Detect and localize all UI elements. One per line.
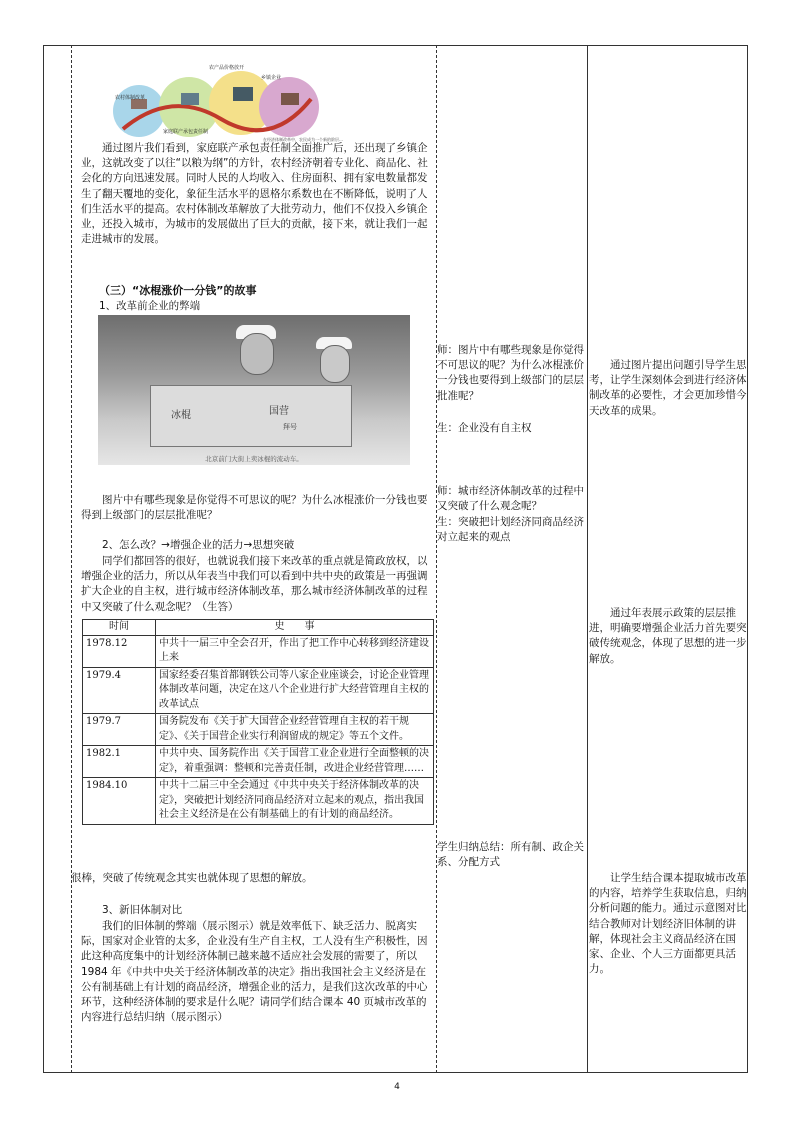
student-answer-1: 生：企业没有自主权 bbox=[437, 422, 532, 434]
section-heading-popsicle: （三）“冰棍涨价一分钱”的故事 bbox=[99, 284, 257, 297]
table-cell-event: 中共中央、国务院作出《关于国营工业企业进行全面整顿的决定》，着重强调：整顿和完善责任制，改进企业经营管理…… bbox=[156, 746, 434, 778]
figure-label-contract: 家庭联产承包责任制 bbox=[163, 129, 209, 135]
popsicle-cart-photo bbox=[98, 315, 410, 465]
paragraph-question: 图片中有哪些现象是你觉得不可思议的呢？为什么冰棍涨价一分钱也要得到上级部门的层层批准呢？ bbox=[81, 494, 428, 522]
page-number: 4 bbox=[394, 1082, 400, 1092]
cart-sign-state: 国营 bbox=[269, 406, 289, 417]
table-row bbox=[83, 635, 434, 667]
paragraph-old-system: 我们的旧体制的弊端（展示图示）就是效率低下、缺乏活力、脱离实际，国家对企业管的太多，企业没有生产自主权，工人没有生产积极性，因此这种高度集中的计划经济体制已越来越不适应社会发展的需要了，所以 1984 年《中共中央关于经济体制改革的决定》指出我国社会主义经济是在公有制基础上有计划的商品经济，增强企业的活力，是我们这次改革的中心环节，这种经济体制的要求是什么呢？请同学们结合课本 40 页城市改革的内容进行总结归纳（展示图示） bbox=[81, 920, 428, 1024]
figure-label-township: 乡镇企业 bbox=[261, 75, 282, 81]
table-header-event: 史 事 bbox=[156, 620, 434, 636]
design-note-2: 通过年表展示政策的层层推进，明确要增强企业活力首先要突破传统观念，体现了思想的进一步解放。 bbox=[589, 607, 747, 665]
subheading-how-to-reform: 2、怎么改？→增强企业的活力→思想突破 bbox=[102, 539, 295, 551]
teaching-process-column bbox=[71, 45, 434, 1073]
photo-caption: 北京前门大街上卖冰棍的流动车。 bbox=[205, 455, 303, 463]
table-cell-year: 1984.10 bbox=[83, 778, 156, 825]
design-intent-column bbox=[589, 45, 747, 1073]
paragraph-delegation: 同学们都回答的很好，也就说我们接下来改革的重点就是简政放权，以增强企业的活力，所以从年表当中我们可以看到中共中央的政策是一再强调扩大企业的自主权，进行城市经济体制改革，那么城市经济体制改革的过程中又突破了什么观念呢？（生答） bbox=[81, 555, 428, 613]
teacher-student-column bbox=[437, 45, 585, 1073]
paragraph-rural-summary: 通过图片我们看到，家庭联产承包责任制全面推广后，还出现了乡镇企业，这就改变了以往“以粮为纲”的方针，农村经济朝着专业化、商品化、社会化的方向迅速发展。同时人民的人均收入、住房面积、拥有家电数量都发生了翻天覆地的变化，象征生活水平的恩格尔系数也在不断降低，说明了人们生活水平的提高。农村体制改革解放了大批劳动力，他们不仅投入乡镇企业，还投入城市，为城市的发展做出了巨大的贡献，接下来，就让我们一起走进城市的发展。 bbox=[81, 142, 428, 246]
table-row bbox=[83, 778, 434, 825]
rural-reform-figure bbox=[111, 59, 343, 145]
student-summary: 学生归纳总结：所有制、政企关系、分配方式 bbox=[437, 841, 584, 869]
table-cell-year: 1982.1 bbox=[83, 746, 156, 778]
table-cell-event: 国务院发布《关于扩大国营企业经营管理自主权的若干规定》、《关于国营企业实行利润留成的规定》等五个文件。 bbox=[156, 714, 434, 746]
column-divider-design bbox=[587, 45, 588, 1073]
student-answer-2: 生：突破把计划经济同商品经济对立起来的观点 bbox=[437, 516, 584, 544]
table-row bbox=[83, 667, 434, 714]
design-note-3: 让学生结合课本提取城市改革的内容，培养学生获取信息，归纳分析问题的能力。通过示意图对比结合教师对计划经济旧体制的讲解，体现社会主义商品经济在国家、企业、个人三方面都更具活力。 bbox=[589, 872, 747, 976]
cart-sign-popsicle: 冰棍 bbox=[171, 410, 191, 421]
history-timeline-table bbox=[82, 619, 434, 825]
design-note-1: 通过图片提出问题引导学生思考，让学生深刻体会到进行经济体制改革的必要性，才会更加珍惜今天改革的成果。 bbox=[589, 359, 747, 417]
table-header-time: 时间 bbox=[83, 620, 156, 636]
paragraph-praise: 很棒，突破了传统观念其实也就体现了思想的解放。 bbox=[71, 872, 313, 884]
table-cell-year: 1979.4 bbox=[83, 667, 156, 714]
cart-sign-number: 拜号 bbox=[283, 423, 297, 431]
subheading-drawbacks: 1、改革前企业的弊端 bbox=[99, 300, 201, 312]
table-row bbox=[83, 714, 434, 746]
figure-note: 在经济体制改革中，农民成为一个新的阶层… bbox=[263, 137, 343, 142]
table-row bbox=[83, 746, 434, 778]
teacher-question-2: 师：城市经济体制改革的过程中又突破了什么观念呢？ bbox=[437, 485, 584, 513]
table-cell-year: 1978.12 bbox=[83, 635, 156, 667]
figure-label-price: 农产品价格放开 bbox=[209, 65, 245, 71]
margin-divider bbox=[71, 45, 72, 1073]
table-cell-event: 中共十一届三中全会召开，作出了把工作中心转移到经济建设上来 bbox=[156, 635, 434, 667]
subheading-comparison: 3、新旧体制对比 bbox=[102, 904, 183, 916]
table-cell-event: 国家经委召集首都钢铁公司等八家企业座谈会，讨论企业管理体制改革问题，决定在这八个企业进行扩大经营管理自主权的改革试点 bbox=[156, 667, 434, 714]
table-cell-event: 中共十二届三中全会通过《中共中央关于经济体制改革的决定》，突破把计划经济同商品经济对立起来的观点，指出我国社会主义经济是在公有制基础上的有计划的商品经济。 bbox=[156, 778, 434, 825]
table-cell-year: 1979.7 bbox=[83, 714, 156, 746]
teacher-question-1: 师：图片中有哪些现象是你觉得不可思议的呢？为什么冰棍涨价一分钱也要得到上级部门的层层批准呢？ bbox=[437, 344, 584, 402]
figure-label-rural: 农村体制改革 bbox=[115, 95, 146, 101]
